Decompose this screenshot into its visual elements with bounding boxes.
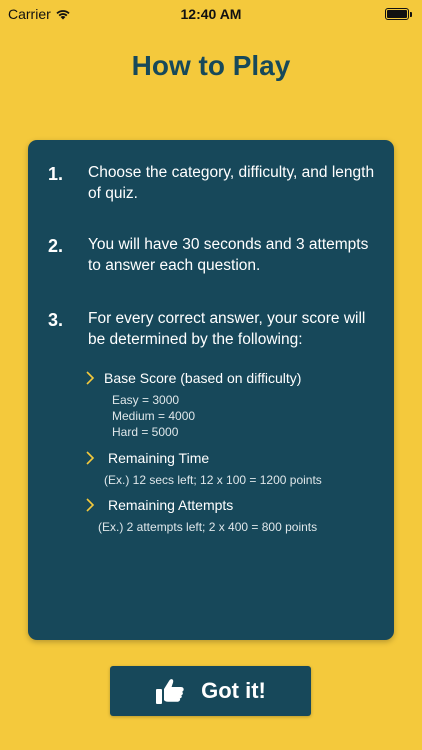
step-number: 3.: [48, 310, 64, 330]
step-number: 2.: [48, 236, 64, 256]
scoring-label: Remaining Time: [108, 450, 210, 466]
step-text: Choose the category, difficulty, and length of quiz.: [88, 164, 375, 202]
got-it-label: Got it!: [201, 678, 266, 703]
step-text: You will have 30 seconds and 3 attempts to answer each question.: [88, 236, 369, 274]
step-2: [48, 234, 378, 276]
step-1: [48, 162, 378, 204]
scoring-detail: (Ex.) 12 secs left; 12 x 100 = 1200 points: [104, 473, 322, 487]
scoring-item-base-score: [82, 370, 382, 440]
thumbs-up-icon: [155, 677, 185, 705]
step-3: [48, 308, 378, 350]
battery-icon: [385, 8, 412, 20]
instructions-card: [28, 140, 394, 640]
status-time: 12:40 AM: [180, 6, 242, 22]
scoring-detail: Easy = 3000: [112, 393, 180, 407]
page-title: How to Play: [131, 50, 291, 81]
scoring-label: Remaining Attempts: [108, 497, 234, 513]
scoring-detail: (Ex.) 2 attempts left; 2 x 400 = 800 points: [98, 520, 318, 534]
chevron-right-icon: [82, 450, 98, 466]
step-text: For every correct answer, your score will be determined by the following:: [88, 310, 366, 348]
chevron-right-icon: [82, 370, 98, 386]
scoring-detail: Hard = 5000: [112, 425, 179, 439]
scoring-detail: Medium = 4000: [112, 409, 196, 423]
carrier-label: Carrier: [8, 6, 51, 22]
chevron-right-icon: [82, 497, 98, 513]
status-bar: [0, 0, 422, 28]
got-it-button[interactable]: [110, 666, 311, 716]
scoring-item-remaining-attempts: [82, 497, 382, 535]
scoring-item-remaining-time: [82, 450, 382, 488]
step-number: 1.: [48, 164, 64, 184]
scoring-label: Base Score (based on difficulty): [104, 370, 302, 386]
